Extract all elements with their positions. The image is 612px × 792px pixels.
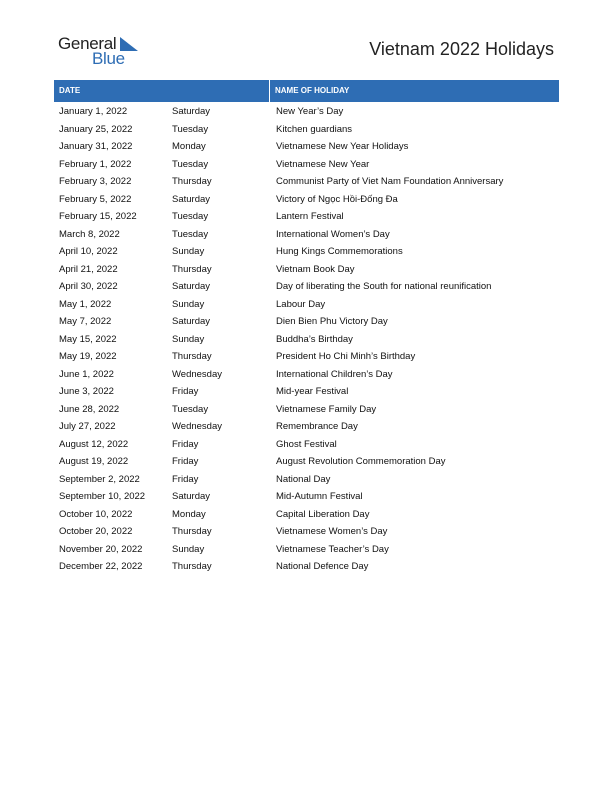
holiday-weekday: Sunday [172, 298, 205, 310]
holiday-weekday: Tuesday [172, 123, 209, 135]
holiday-date: January 31, 2022 [59, 141, 133, 152]
table-row [54, 226, 559, 244]
holiday-date: June 3, 2022 [59, 386, 114, 397]
holiday-date: October 10, 2022 [59, 508, 133, 520]
table-row [54, 296, 559, 314]
holiday-name: Vietnamese Family Day [276, 403, 377, 415]
table-row [54, 436, 559, 454]
holiday-name: Day of liberating the South for national reunification [276, 281, 492, 292]
holiday-date: January 25, 2022 [59, 123, 133, 135]
table-row [54, 313, 559, 331]
holiday-name: Victory of Ngọc Hồi-Đống Đa [276, 193, 398, 205]
table-row [54, 243, 559, 261]
holiday-weekday: Thursday [172, 526, 212, 537]
holiday-date: September 10, 2022 [59, 491, 146, 502]
table-row [54, 191, 559, 209]
holiday-date: May 7, 2022 [59, 316, 112, 327]
holiday-weekday: Wednesday [172, 421, 222, 432]
holiday-date: March 8, 2022 [59, 228, 120, 240]
holiday-weekday: Tuesday [172, 228, 209, 240]
holiday-name: Labour Day [276, 298, 326, 310]
holiday-date: February 1, 2022 [59, 158, 132, 170]
holiday-name: International Women’s Day [276, 228, 390, 240]
holiday-date: April 30, 2022 [59, 281, 118, 292]
table-row [54, 401, 559, 419]
holiday-date: February 3, 2022 [59, 176, 132, 187]
holiday-name: Vietnamese New Year [276, 158, 370, 170]
column-header-date: DATE [54, 80, 270, 102]
holiday-name: Hung Kings Commemorations [276, 246, 403, 257]
generalblue-logo [58, 34, 148, 70]
holiday-weekday: Saturday [172, 316, 211, 327]
table-row [54, 383, 559, 401]
holiday-name: New Year’s Day [276, 106, 344, 117]
holiday-weekday: Saturday [172, 193, 211, 205]
holiday-date: August 12, 2022 [59, 438, 129, 450]
holiday-date: July 27, 2022 [59, 421, 116, 432]
holiday-weekday: Monday [172, 508, 206, 520]
table-row [54, 418, 559, 436]
holiday-name: August Revolution Commemoration Day [276, 456, 446, 467]
holiday-weekday: Tuesday [172, 211, 209, 222]
table-header [54, 80, 559, 102]
holiday-date: January 1, 2022 [59, 106, 128, 117]
table-row [54, 331, 559, 349]
holiday-weekday: Friday [172, 386, 199, 397]
holiday-date: October 20, 2022 [59, 526, 133, 537]
table-row [54, 278, 559, 296]
holiday-name: National Defence Day [276, 561, 369, 572]
table-row [54, 506, 559, 524]
holiday-date: February 5, 2022 [59, 193, 132, 205]
logo-text-blue: Blue [92, 49, 125, 68]
holiday-weekday: Friday [172, 473, 199, 485]
holiday-weekday: Sunday [172, 246, 205, 257]
holiday-name: Lantern Festival [276, 211, 344, 222]
holiday-date: September 2, 2022 [59, 473, 140, 485]
table-row [54, 488, 559, 506]
holiday-name: Kitchen guardians [276, 123, 353, 135]
holiday-name: Capital Liberation Day [276, 508, 370, 520]
holiday-weekday: Thursday [172, 561, 212, 572]
holiday-name: Vietnamese Women’s Day [276, 526, 388, 537]
table-row [54, 523, 559, 541]
holiday-weekday: Monday [172, 141, 206, 152]
holiday-date: April 21, 2022 [59, 263, 118, 275]
holiday-weekday: Thursday [172, 176, 212, 187]
page-title: Vietnam 2022 Holidays [369, 39, 554, 59]
holiday-date: May 15, 2022 [59, 333, 117, 345]
holiday-name: Mid-year Festival [276, 386, 349, 397]
holiday-weekday: Thursday [172, 263, 212, 275]
table-row [54, 173, 559, 191]
table-row [54, 156, 559, 174]
holiday-name: Communist Party of Viet Nam Foundation Anniversary [276, 176, 504, 187]
holiday-name: Vietnamese New Year Holidays [276, 141, 409, 152]
holiday-date: August 19, 2022 [59, 456, 129, 467]
holiday-weekday: Saturday [172, 106, 211, 117]
holiday-weekday: Sunday [172, 333, 205, 345]
holiday-date: December 22, 2022 [59, 561, 143, 572]
holiday-date: April 10, 2022 [59, 246, 118, 257]
holiday-weekday: Friday [172, 456, 199, 467]
table-row [54, 121, 559, 139]
holiday-name: President Ho Chi Minh’s Birthday [276, 351, 416, 362]
holiday-name: National Day [276, 473, 331, 485]
holiday-weekday: Tuesday [172, 403, 209, 415]
holiday-date: February 15, 2022 [59, 211, 137, 222]
table-row [54, 471, 559, 489]
holiday-name: Vietnam Book Day [276, 263, 355, 275]
table-row [54, 208, 559, 226]
table-row [54, 138, 559, 156]
table-row [54, 103, 559, 121]
holiday-date: May 1, 2022 [59, 298, 112, 310]
holiday-date: June 28, 2022 [59, 403, 120, 415]
holiday-date: June 1, 2022 [59, 368, 114, 380]
column-header-holiday-name: NAME OF HOLIDAY [275, 86, 350, 95]
holiday-name: Vietnamese Teacher’s Day [276, 543, 389, 555]
holiday-date: November 20, 2022 [59, 543, 143, 555]
logo-text-general: General [58, 34, 117, 53]
holiday-name: Dien Bien Phu Victory Day [276, 316, 388, 327]
table-row [54, 366, 559, 384]
table-row [54, 558, 559, 576]
holiday-weekday: Wednesday [172, 368, 222, 380]
holiday-weekday: Saturday [172, 491, 211, 502]
holiday-name: Remembrance Day [276, 421, 358, 432]
holiday-weekday: Friday [172, 438, 199, 450]
table-body [54, 103, 559, 576]
holiday-weekday: Saturday [172, 281, 211, 292]
holiday-table [54, 80, 559, 576]
table-row [54, 541, 559, 559]
holiday-name: Mid-Autumn Festival [276, 491, 363, 502]
holiday-name: Buddha’s Birthday [276, 333, 353, 345]
holiday-weekday: Sunday [172, 543, 205, 555]
holiday-weekday: Tuesday [172, 158, 209, 170]
holiday-name: Ghost Festival [276, 438, 337, 450]
holiday-date: May 19, 2022 [59, 351, 117, 362]
table-row [54, 261, 559, 279]
holiday-name: International Children’s Day [276, 368, 393, 380]
holiday-weekday: Thursday [172, 351, 212, 362]
table-row [54, 348, 559, 366]
table-row [54, 453, 559, 471]
